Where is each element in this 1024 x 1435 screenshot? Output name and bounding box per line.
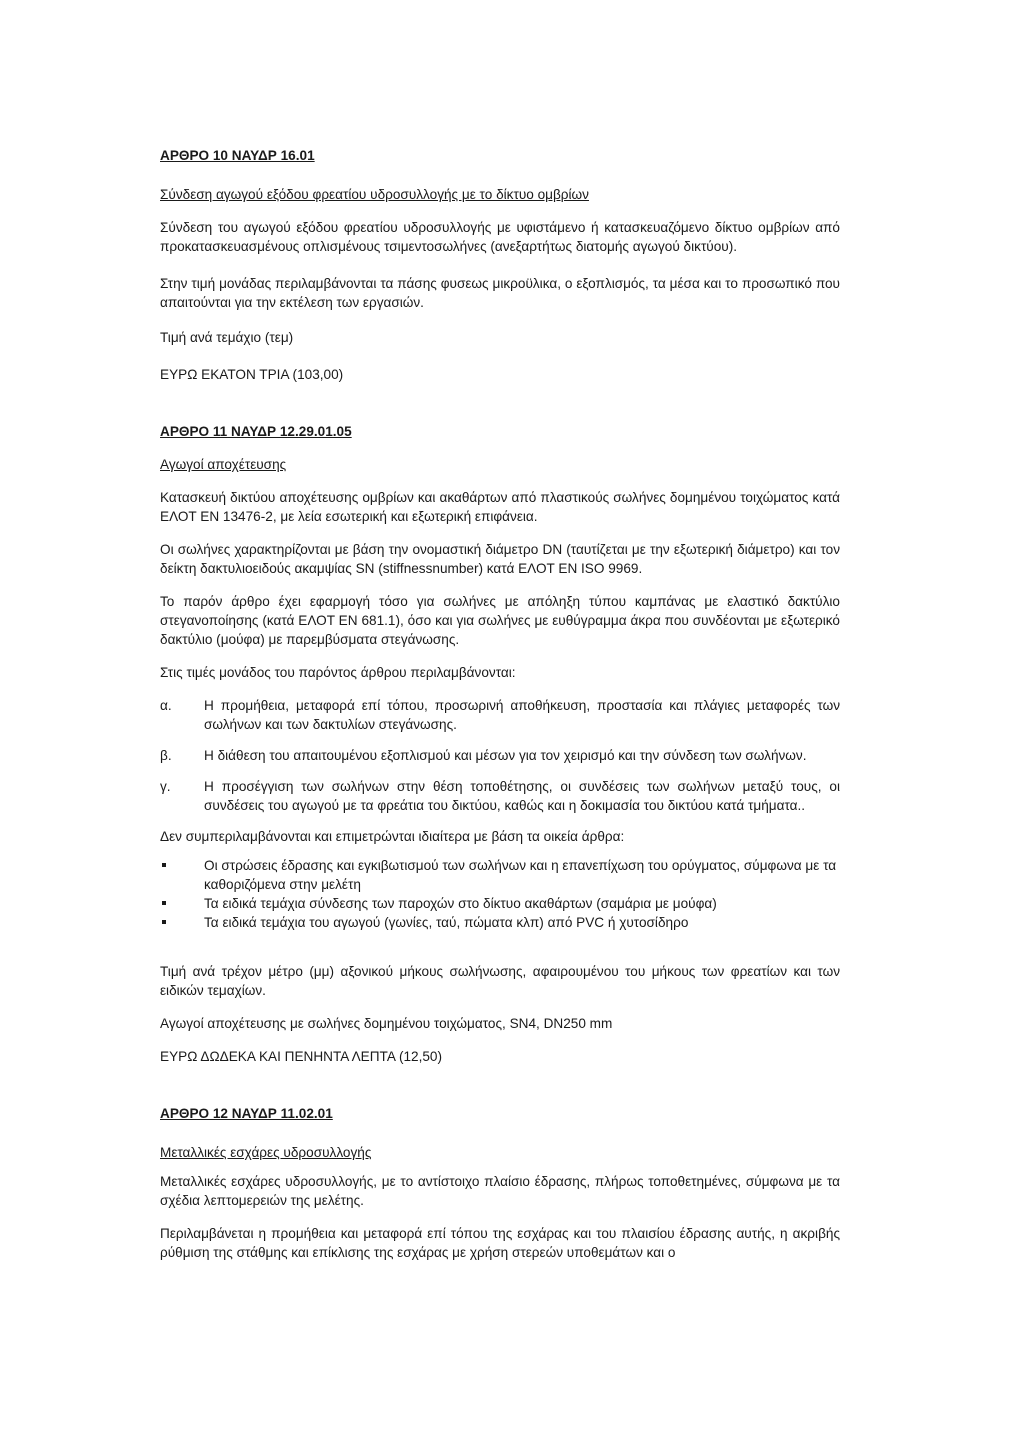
article-10-title: Σύνδεση αγωγού εξόδου φρεατίου υδροσυλλογής με το δίκτυο ομβρίων [160,187,589,202]
article-11-type: Αγωγοί αποχέτευσης με σωλήνες δομημένου τοιχώματος, SN4, DN250 mm [160,1016,613,1031]
bullet-item [160,894,840,913]
bullet-item [160,856,840,894]
document-content [160,146,840,1262]
bullet-marker [160,894,204,913]
article-11-excludes: Δεν συμπεριλαμβάνονται και επιμετρώνται ιδιαίτερα με βάση τα οικεία άρθρα: [160,829,625,844]
article-12-paragraph-2: Περιλαμβάνεται η προμήθεια και μεταφορά επί τόπου της εσχάρας και του πλαισίου έδρασης αυτής, η ακριβής ρύθμιση της στάθμης και επίκλισης της εσχάρας με χρήση στερεών υποθεμάτων και ο [160,1226,840,1260]
list-item-text: Η προμήθεια, μεταφορά επί τόπου, προσωρινή αποθήκευση, προστασία και πλάγιες μεταφορές των σωλήνων και των δακτυλίων στεγάνωσης. [204,698,840,732]
article-11-paragraph-3: Το παρόν άρθρο έχει εφαρμογή τόσο για σωλήνες με απόληξη τύπου καμπάνας με ελαστικό δακτύλιο στεγανοποίησης (κατά ΕΛΟΤ ΕΝ 681.1), όσο και για σωλήνες με ευθύγραμμα άκρα που συνδέονται με εξωτερικό δακτύλιο (μούφα) με παρεμβύσματα στεγάνωσης. [160,594,840,647]
article-11-paragraph-1: Κατασκευή δικτύου αποχέτευσης ομβρίων και ακαθάρτων από πλαστικούς σωλήνες δομημένου τοιχώματος κατά ΕΛΟΤ ΕΝ 13476-2, με λεία εσωτερική και εξωτερική επιφάνεια. [160,490,840,524]
list-marker: α. [160,698,172,713]
article-11-includes: Στις τιμές μονάδος του παρόντος άρθρου περιλαμβάνονται: [160,665,516,680]
article-12-title: Μεταλλικές εσχάρες υδροσυλλογής [160,1145,372,1160]
article-12-heading: ΑΡΘΡΟ 12 ΝΑΥΔΡ 11.02.01 [160,1106,333,1121]
list-item [160,746,840,765]
bullet-text: Οι στρώσεις έδρασης και εγκιβωτισμού των σωλήνων και η επανεπίχωση του ορύγματος, σύμφωνα με τα καθοριζόμενα στην μελέτη [204,858,837,892]
bullet-marker [160,913,204,932]
list-item-text: Η διάθεση του απαιτουμένου εξοπλισμού και μέσων για τον χειρισμό και την σύνδεση των σωλήνων. [204,748,807,763]
article-12-paragraph-1: Μεταλλικές εσχάρες υδροσυλλογής, με το αντίστοιχο πλαίσιο έδρασης, πλήρως τοποθετημένες, σύμφωνα με τα σχέδια λεπτομερειών της μελέτης. [160,1174,840,1208]
article-10-paragraph-2: Στην τιμή μονάδας περιλαμβάνονται τα πάσης φυσεως μικροϋλικα, ο εξοπλισμός, τα μέσα και το προσωπικό που απαιτούνται για την εκτέλεση των εργασιών. [160,276,840,310]
list-marker: β. [160,748,172,763]
bullet-item [160,913,840,932]
article-10-heading: ΑΡΘΡΟ 10 ΝΑΥΔΡ 16.01 [160,148,315,163]
article-11-heading: ΑΡΘΡΟ 11 ΝΑΥΔΡ 12.29.01.05 [160,424,352,439]
list-item [160,777,840,815]
article-11-unit: Τιμή ανά τρέχον μέτρο (μμ) αξονικού μήκους σωλήνωσης, αφαιρουμένου του μήκους των φρεατίων και των ειδικών τεμαχίων. [160,964,840,998]
article-11-paragraph-2: Οι σωλήνες χαρακτηρίζονται με βάση την ονομαστική διάμετρο DN (ταυτίζεται με την εξωτερική διάμετρο) και τον δείκτη δακτυλιοειδούς ακαμψίας SN (stiffnessnumber) κατά ΕΛΟΤ ΕΝ ISO 9969. [160,542,840,576]
article-10-unit: Τιμή ανά τεμάχιο (τεμ) [160,330,294,345]
bullet-text: Τα ειδικά τεμάχια σύνδεσης των παροχών στο δίκτυο ακαθάρτων (σαμάρια με μούφα) [204,896,717,911]
list-marker: γ. [160,779,171,794]
article-11-price: ΕΥΡΩ ΔΩΔΕΚΑ ΚΑΙ ΠΕΝΗΝΤΑ ΛΕΠΤΑ (12,50) [160,1049,443,1064]
article-11-title: Αγωγοί αποχέτευσης [160,457,287,472]
list-item [160,696,840,734]
bullet-marker [160,856,204,894]
bullet-text: Τα ειδικά τεμάχια του αγωγού (γωνίες, ταύ, πώματα κλπ) από PVC ή χυτοσίδηρο [204,915,689,930]
article-10-paragraph-1: Σύνδεση του αγωγού εξόδου φρεατίου υδροσυλλογής με υφιστάμενο ή κατασκευαζόμενο δίκτυο ομβρίων από προκατασκευασμένους οπλισμένους τσιμεντοσωλήνες (ανεξαρτήτως διατομής αγωγού δικτύου). [160,220,840,254]
list-item-text: Η προσέγγιση των σωλήνων στην θέση τοποθέτησης, οι συνδέσεις των σωλήνων μεταξύ τους, οι συνδέσεις του αγωγού με τα φρεάτια του δικτύου, καθώς και η δοκιμασία του δικτύου κατά τμήματα.. [204,779,840,813]
exclusions-list [160,856,840,932]
article-10-price: ΕΥΡΩ ΕΚΑΤΟΝ ΤΡΙΑ (103,00) [160,367,344,382]
